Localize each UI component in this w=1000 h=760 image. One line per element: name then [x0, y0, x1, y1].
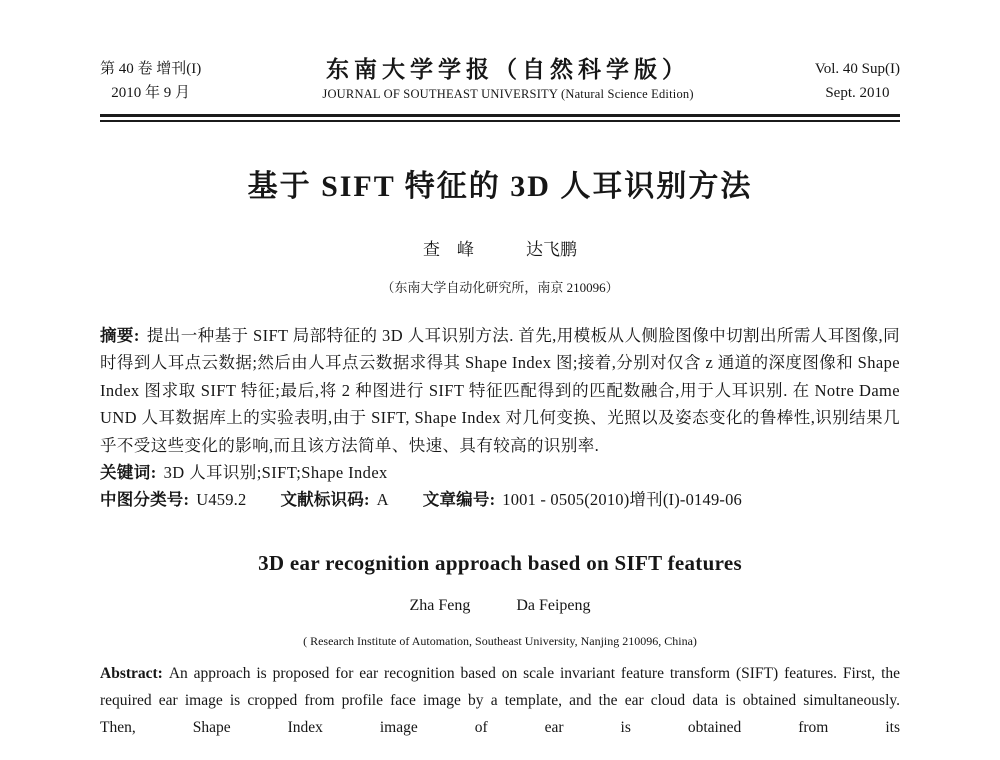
issue-date-zh: 2010 年 9 月	[111, 84, 190, 101]
masthead-double-rule	[100, 114, 900, 122]
masthead-volume-en	[815, 57, 900, 105]
abstract-zh-label: 摘要:	[100, 326, 140, 345]
article-id-group	[423, 490, 742, 509]
masthead-volume-zh	[100, 57, 201, 105]
affiliation-en: ( Research Institute of Automation, Southeast University, Nanjing 210096, China)	[303, 633, 697, 648]
article-id-value: 1001 - 0505(2010)增刊(I)-0149-06	[502, 490, 742, 510]
doc-code-label: 文献标识码:	[280, 490, 370, 510]
author-zh-2: 达飞鹏	[526, 240, 577, 259]
article-title-en: 3D ear recognition approach based on SIFT features	[258, 550, 742, 575]
journal-name-zh: 东南大学学报（自然科学版）	[326, 57, 691, 82]
classification-line	[100, 486, 900, 513]
volume-issue-en: Vol. 40 Sup(I)	[814, 60, 900, 77]
doc-code-group	[280, 490, 388, 509]
clc-group	[100, 490, 246, 509]
keywords-label: 关键词:	[100, 463, 157, 483]
clc-label: 中图分类号:	[100, 490, 190, 510]
abstract-en-text: An approach is proposed for ear recognition based on scale invariant feature transform (SIFT) features. First, the required ear image is cropped from profile face image by a template, and the ear cloud data is obtained simultaneously. Then, Shape Index image of ear is obtained from its	[100, 664, 900, 736]
masthead-journal-name	[322, 56, 693, 105]
authors-zh	[100, 238, 900, 262]
abstract-en	[100, 660, 900, 741]
author-en-1: Zha Feng	[409, 596, 471, 614]
issue-date-en: Sept. 2010	[825, 84, 890, 101]
abstract-en-label: Abstract:	[100, 664, 163, 682]
journal-name-en: JOURNAL OF SOUTHEAST UNIVERSITY (Natural Science Edition)	[322, 87, 694, 101]
keywords-line	[100, 459, 900, 486]
clc-value: U459.2	[196, 490, 247, 510]
author-zh-1: 查 峰	[423, 240, 474, 259]
journal-masthead	[100, 56, 900, 105]
volume-issue-zh: 第 40 卷 增刊(I)	[100, 60, 202, 77]
abstract-zh	[100, 322, 900, 459]
keywords-text: 3D 人耳识别;SIFT;Shape Index	[163, 463, 388, 483]
doc-code-value: A	[376, 490, 389, 510]
abstract-zh-text: 提出一种基于 SIFT 局部特征的 3D 人耳识别方法. 首先,用模板从人侧脸图像中切割出所需人耳图像,同时得到人耳点云数据;然后由人耳点云数据求得其 Shape Index 图;接着,分别对仅含 z 通道的深度图像和 Shape Index 图求取 SIFT 特征;最后,将 2 种图进行 SIFT 特征匹配得到的匹配数融合,用于人耳识别. 在 Notre Dame UND 人耳数据库上的实验表明,由于 SIFT, Shape Index 对几何变换、光照以及姿态变化的鲁棒性,识别结果几乎不受这些变化的影响,而且该方法简单、快速、具有较高的识别率.	[100, 326, 900, 455]
article-title-zh: 基于 SIFT 特征的 3D 人耳识别方法	[247, 170, 753, 203]
author-en-2: Da Feipeng	[516, 596, 591, 614]
affiliation-zh: （东南大学自动化研究所，南京 210096）	[381, 280, 619, 295]
article-id-label: 文章编号:	[422, 490, 496, 510]
authors-en	[100, 595, 900, 617]
